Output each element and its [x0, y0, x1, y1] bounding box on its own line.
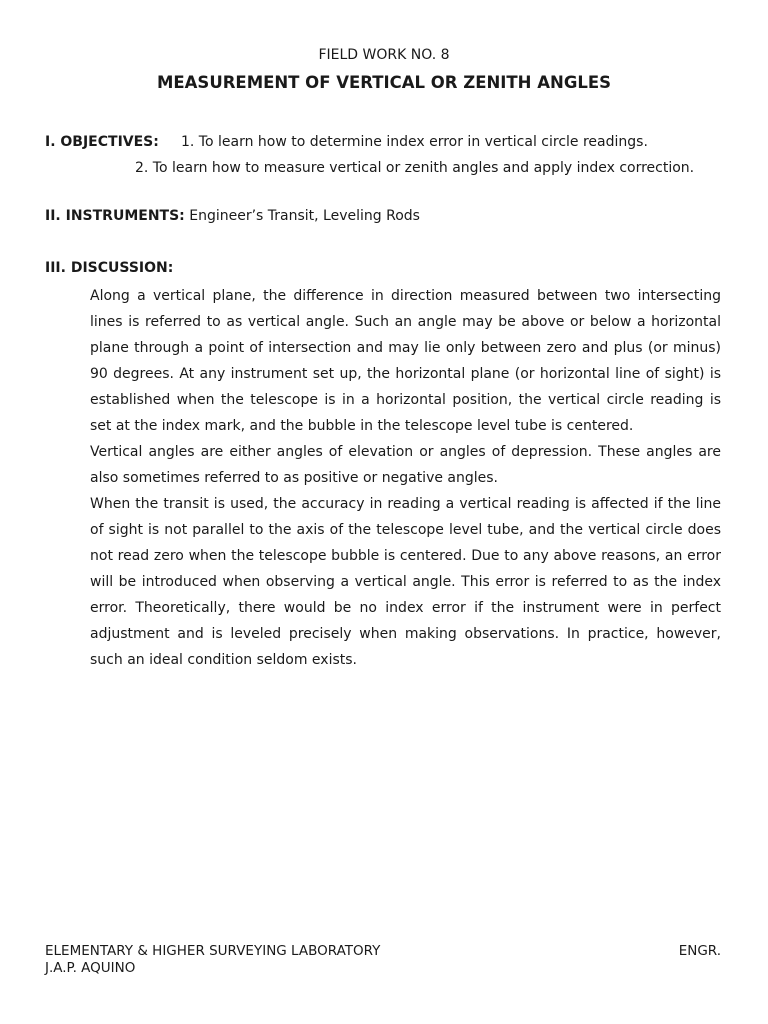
page-header: FIELD WORK NO. 8 [318, 47, 450, 63]
page-footer [45, 943, 721, 977]
page-title: MEASUREMENT OF VERTICAL OR ZENITH ANGLES [156, 73, 612, 92]
discussion-body [90, 283, 721, 673]
objective-item-2: 2. To learn how to measure vertical or zenith angles and apply index correction. [135, 160, 695, 176]
footer-instructor-title: ENGR. [678, 943, 721, 959]
objectives-label: I. OBJECTIVES: [45, 134, 159, 150]
discussion-heading: III. DISCUSSION: [45, 260, 174, 276]
objective-line-1 [45, 129, 735, 155]
objective-item-1: 1. To learn how to determine index error in vertical circle readings. [181, 134, 648, 150]
discussion-paragraph-3: When the transit is used, the accuracy in reading a vertical reading is affected if the line of sight is not parallel to the axis of the telescope level tube, and the vertical circle does not read zero when the telescope bubble is centered. Due to any above reasons, an error will be introduced when observing a vertical angle. This error is referred to as the index error. Theoretically, there would be no index error if the instrument were in perfect adjustment and is leveled precisely when making observations. In practice, however, such an ideal condition seldom exists. [90, 496, 721, 668]
footer-lab-name: ELEMENTARY & HIGHER SURVEYING LABORATORY [45, 943, 381, 959]
instruments-section [45, 207, 735, 225]
footer-instructor-name: J.A.P. AQUINO [45, 960, 136, 976]
discussion-paragraph-2: Vertical angles are either angles of elevation or angles of depression. These angles are also sometimes referred to as positive or negative angles. [90, 444, 721, 486]
discussion-paragraph-1: Along a vertical plane, the difference in direction measured between two intersecting lines is referred to as vertical angle. Such an angle may be above or below a horizontal plane through a point of intersection and may lie only between zero and plus (or minus) 90 degrees. At any instrument set up, the horizontal plane (or horizontal line of sight) is established when the telescope is in a horizontal position, the vertical circle reading is set at the index mark, and the bubble in the telescope level tube is centered. [90, 288, 721, 434]
footer-row [45, 943, 721, 960]
objectives-section [45, 129, 735, 181]
instruments-label: II. INSTRUMENTS: [45, 208, 185, 224]
instruments-value: Engineer’s Transit, Leveling Rods [189, 208, 420, 224]
